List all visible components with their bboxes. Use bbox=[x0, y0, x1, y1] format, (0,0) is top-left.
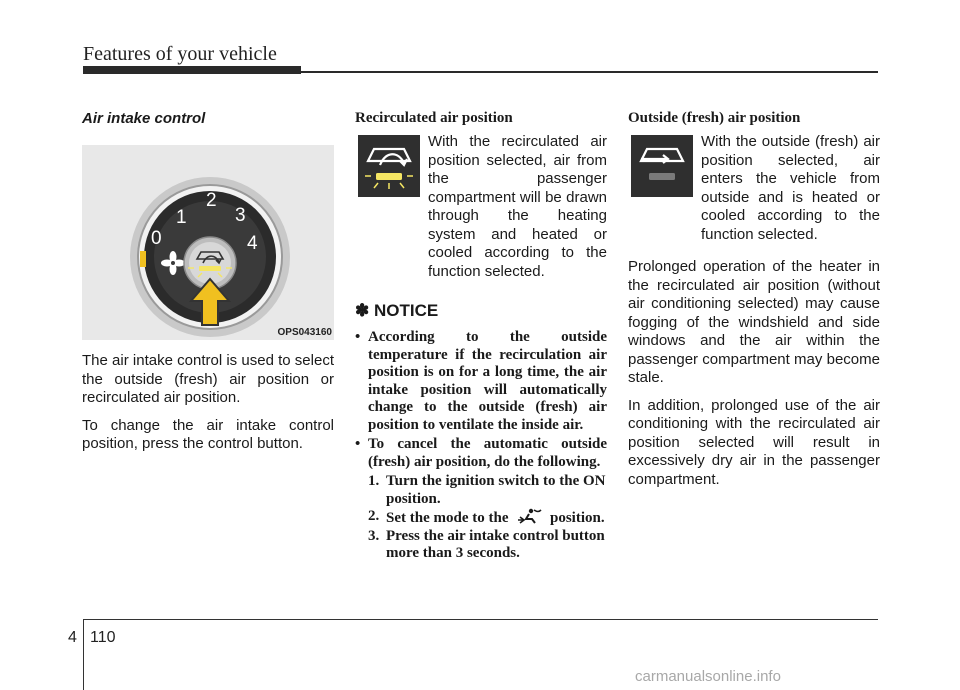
recirculated-icon-row bbox=[355, 133, 607, 281]
dial-number-4: 4 bbox=[247, 233, 258, 254]
outside-icon-row bbox=[628, 133, 880, 244]
notice-step: 2. Set the mode to the position. bbox=[368, 508, 605, 526]
column-air-intake bbox=[82, 110, 334, 463]
notice-step: 1. Turn the ignition switch to the ON position. bbox=[368, 473, 606, 507]
air-intake-dial-illustration bbox=[82, 145, 334, 340]
recirculated-description: With the recirculated air position selected, air from the passenger compartment will be drawn through the heating system and heated or cooled according to the function selected. bbox=[428, 133, 607, 280]
page-header-title: Features of your vehicle bbox=[83, 43, 277, 65]
notice-steps bbox=[355, 473, 607, 563]
section-heading: Air intake control bbox=[82, 110, 206, 127]
page-number: 110 bbox=[90, 629, 116, 646]
recirculated-air-icon bbox=[358, 135, 420, 197]
notice-step: 3. Press the air intake control button more than 3 seconds. bbox=[368, 527, 605, 561]
outside-air-icon bbox=[631, 135, 693, 197]
dial-number-3: 3 bbox=[235, 205, 246, 226]
subsection-heading: Recirculated air position bbox=[355, 110, 513, 126]
body-paragraph: Prolonged operation of the heater in the recirculated air position (without air conditioning selected) may cause fogging of the windshield and side windows and the air within the passenger compartment may become stale. bbox=[628, 258, 880, 386]
air-intake-figure bbox=[82, 145, 334, 340]
footer-rule bbox=[83, 619, 878, 620]
body-paragraph: To change the air intake control position, press the control button. bbox=[82, 416, 334, 452]
body-paragraph: In addition, prolonged use of the air conditioning with the recirculated air position selected will result in excessively dry air in the passenger compartment. bbox=[628, 396, 880, 488]
column-outside-air bbox=[628, 110, 880, 498]
chapter-number: 4 bbox=[68, 629, 77, 646]
figure-code: OPS043160 bbox=[277, 327, 332, 338]
notice-title: ✽ NOTICE bbox=[355, 301, 439, 320]
dial-number-2: 2 bbox=[206, 190, 217, 211]
header-bar bbox=[83, 66, 301, 74]
header-rule bbox=[301, 71, 878, 73]
notice-bullet: • To cancel the automatic outside (fresh) air position, do the following. bbox=[355, 436, 607, 470]
footer-divider bbox=[83, 619, 84, 690]
dial-number-0: 0 bbox=[151, 228, 162, 249]
notice-icon: ✽ bbox=[355, 301, 374, 320]
notice-bullet: • According to the outside temperature if the recirculation air position is on for a long time, the air intake position will automatically change to the outside (fresh) air position to ventilate the inside air. bbox=[355, 329, 607, 433]
notice-list bbox=[355, 329, 607, 471]
defrost-floor-mode-icon bbox=[516, 508, 542, 524]
subsection-heading: Outside (fresh) air position bbox=[628, 110, 801, 126]
column-recirculated bbox=[355, 110, 607, 563]
outside-description: With the outside (fresh) air position selected, air enters the vehicle from outside and is heated or cooled according to the function selected. bbox=[701, 133, 880, 243]
watermark: carmanualsonline.info bbox=[635, 668, 781, 685]
body-paragraph: The air intake control is used to select the outside (fresh) air position or recirculated air position. bbox=[82, 352, 334, 406]
dial-number-1: 1 bbox=[176, 207, 187, 228]
